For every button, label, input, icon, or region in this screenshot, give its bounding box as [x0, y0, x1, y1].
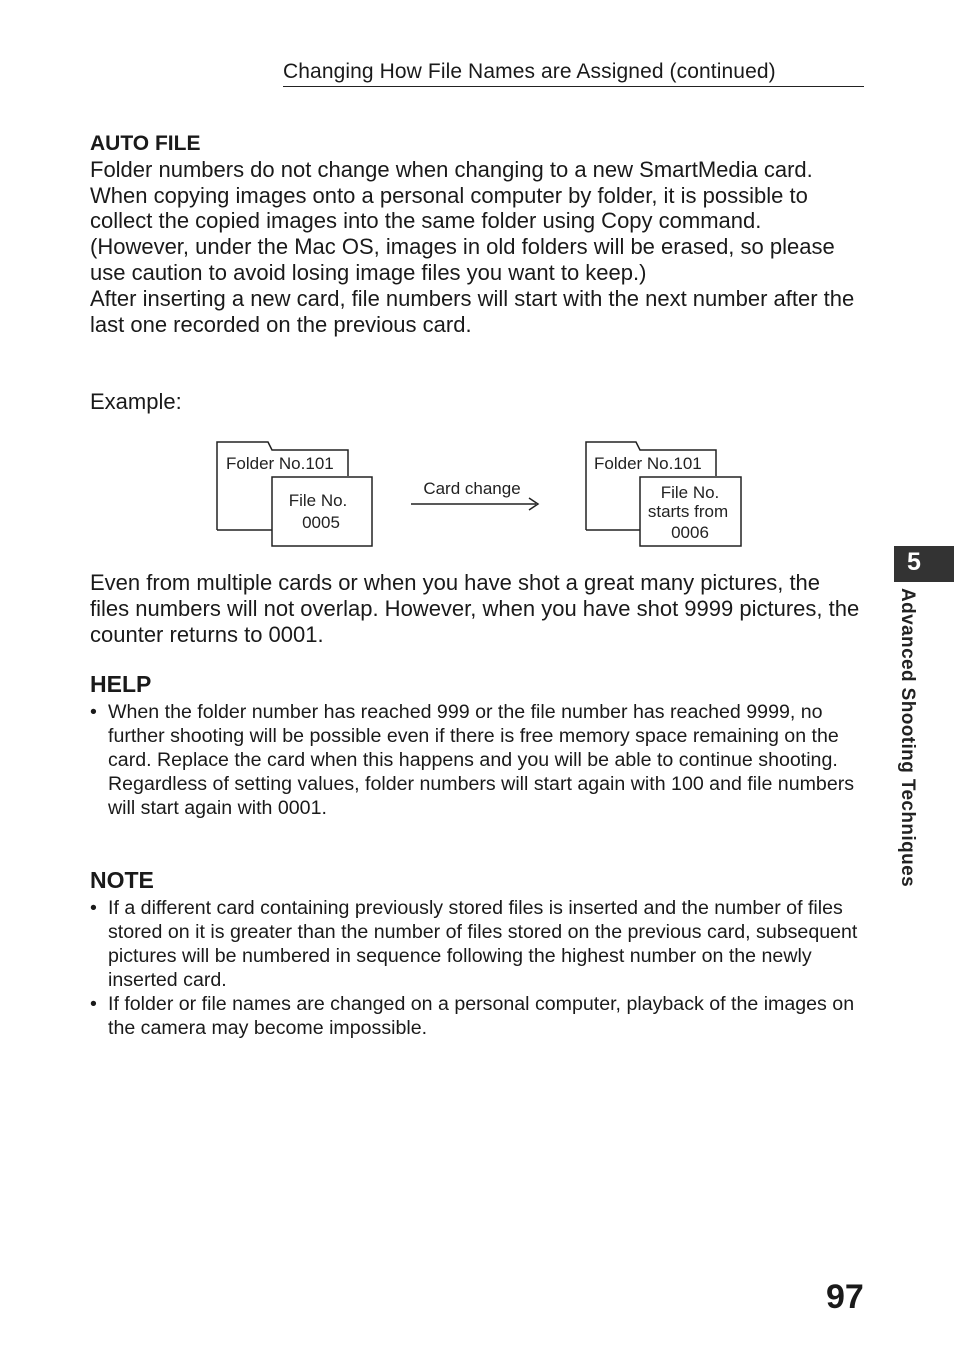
note-list: [90, 896, 865, 1040]
arrow-label: Card change: [423, 479, 521, 498]
help-heading: HELP: [90, 671, 152, 697]
bullet-mark: •: [90, 701, 97, 723]
help-item: [90, 700, 865, 820]
bullet-mark: •: [90, 993, 97, 1015]
right-file-label-2: starts from: [647, 502, 729, 521]
chapter-tab: [894, 546, 954, 582]
auto-file-heading: AUTO FILE: [90, 132, 201, 155]
help-list: [90, 700, 865, 820]
left-file-label-1: File No.: [288, 491, 348, 510]
chapter-title: Advanced Shooting Techniques: [897, 588, 918, 888]
page-header: Changing How File Names are Assigned (continued): [283, 58, 864, 87]
example-label: Example:: [90, 389, 182, 414]
overlap-paragraph: Even from multiple cards or when you have shot a great many pictures, the files numbers will not overlap. However, when you have shot 9999 pictures, the counter returns to 0001.: [90, 570, 860, 647]
right-file-label-1: File No.: [660, 483, 720, 502]
note-item: [90, 896, 865, 992]
help-item-text: When the folder number has reached 999 or the file number has reached 9999, no further shooting will be possible even if there is free memory space remaining on the card. Replace the card when this happens and you will be able to continue shooting. Regardless of setting values, folder numbers will start again with 100 and file numbers will start again with 0001.: [108, 701, 855, 819]
right-file-label-3: 0006: [671, 523, 709, 542]
note-item-text: If folder or file names are changed on a personal computer, playback of the images on the camera may become impossible.: [108, 993, 855, 1039]
note-heading: NOTE: [90, 867, 154, 893]
auto-file-paragraph-2: (However, under the Mac OS, images in old folders will be erased, so please use caution to avoid losing image files you want to keep.): [90, 234, 835, 285]
note-item: [90, 992, 865, 1040]
left-file-label-2: 0005: [302, 513, 340, 532]
note-item-text: If a different card containing previously stored files is inserted and the number of files stored on it is greater than the number of files stored on the previous card, subsequent pictures will be numbered in sequence following the highest number on the newly inserted card.: [108, 897, 858, 991]
auto-file-paragraph-1: Folder numbers do not change when changing to a new SmartMedia card. When copying images onto a personal computer by folder, it is possible to collect the copied images into the same folder using Copy command.: [90, 156, 813, 234]
chapter-number: 5: [907, 548, 921, 576]
bullet-mark: •: [90, 897, 97, 919]
left-folder-label: Folder No.101: [226, 454, 334, 473]
right-folder-label: Folder No.101: [594, 454, 702, 473]
page-number: 97: [826, 1278, 864, 1316]
left-file-box: [272, 477, 372, 546]
auto-file-paragraph-3: After inserting a new card, file numbers will start with the next number after the last one recorded on the previous card.: [90, 285, 855, 337]
